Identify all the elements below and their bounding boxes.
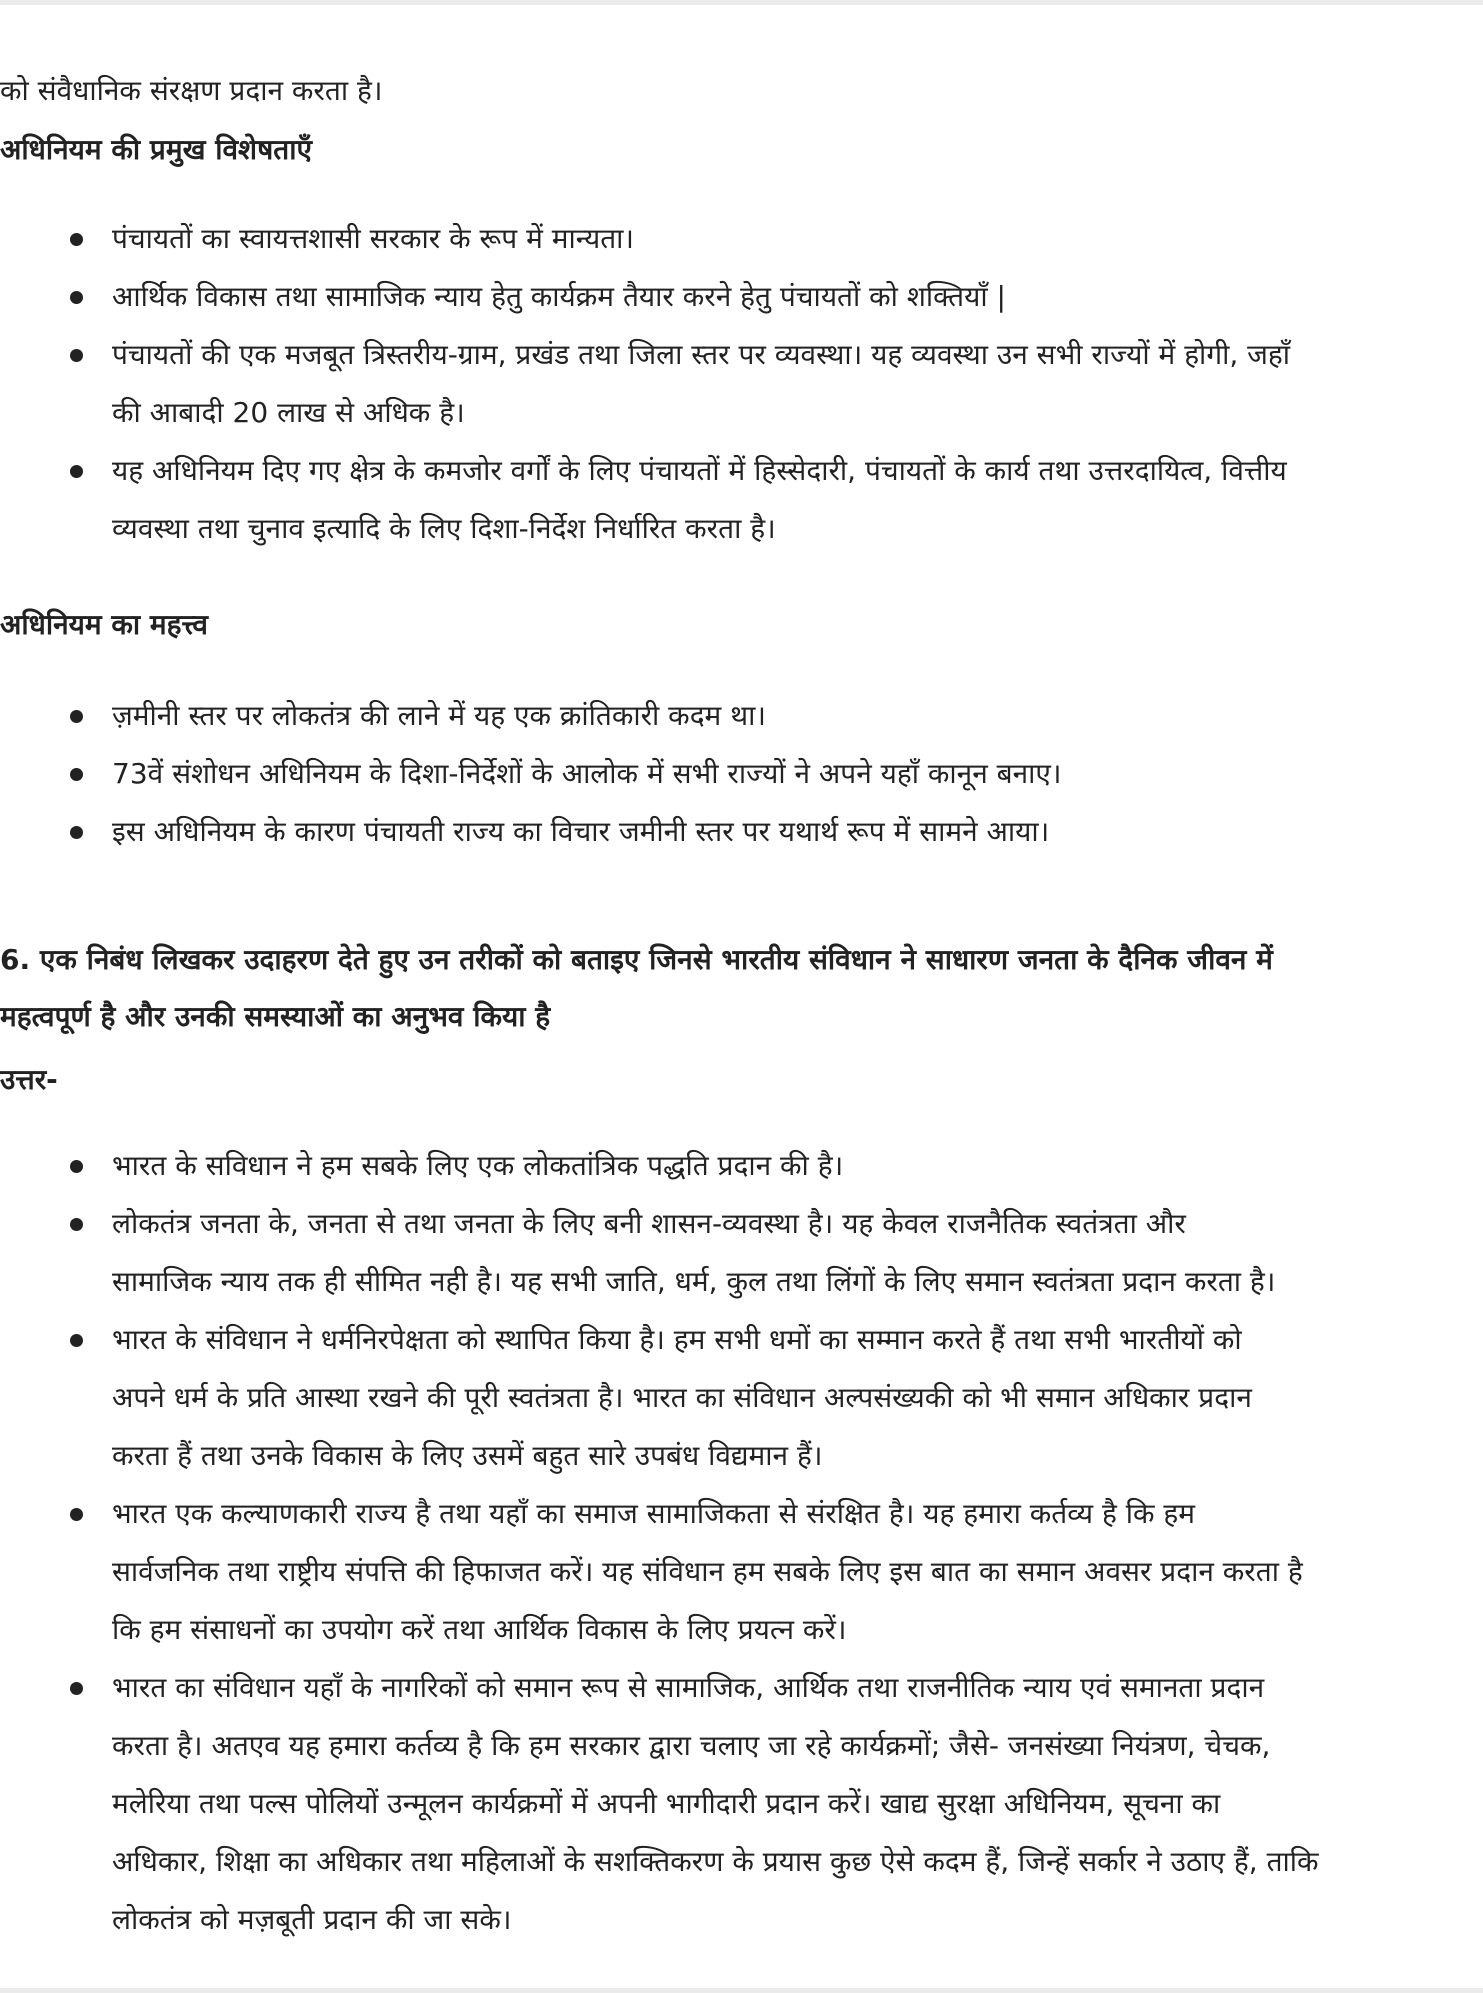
list-item-text: भारत के संविधान ने धर्मनिरपेक्षता को स्थापित किया है। हम सभी धमों का सम्मान करते हैं तथा सभी भारतीयों को bbox=[112, 1323, 1242, 1356]
top-border bbox=[0, 0, 1483, 5]
bullet-icon bbox=[70, 1218, 83, 1231]
question-line: 6. एक निबंध लिखकर उदाहरण देते हुए उन तरीकों को बताइए जिनसे भारतीय संविधान ने साधारण जनता के दैनिक जीवन में bbox=[0, 943, 1273, 976]
features-heading: अधिनियम की प्रमुख विशेषताएँ bbox=[0, 133, 312, 166]
list-item-text: सामाजिक न्याय तक ही सीमित नही है। यह सभी जाति, धर्म, कुल तथा लिंगों के लिए समान स्वतंत्रता प्रदान करता है। bbox=[112, 1265, 1276, 1298]
features-list bbox=[0, 210, 1483, 558]
list-item-text: यह अधिनियम दिए गए क्षेत्र के कमजोर वर्गों के लिए पंचायतों में हिस्सेदारी, पंचायतों के कार्य तथा उत्तरदायित्व, वित्तीय bbox=[112, 454, 1287, 487]
importance-heading: अधिनियम का महत्त्व bbox=[0, 608, 208, 641]
list-item bbox=[0, 745, 1483, 803]
list-item-text: करता हैं तथा उनके विकास के लिए उसमें बहुत सारे उपबंध विद्यमान हैं। bbox=[112, 1439, 823, 1472]
bullet-icon bbox=[70, 1682, 83, 1695]
bullet-icon bbox=[70, 291, 83, 304]
list-item-text: भारत के सविधान ने हम सबके लिए एक लोकतांत्रिक पद्धति प्रदान की है। bbox=[112, 1149, 844, 1182]
bottom-border bbox=[0, 1988, 1483, 1993]
list-item-text: भारत एक कल्याणकारी राज्य है तथा यहाँ का समाज सामाजिकता से संरक्षित है। यह हमारा कर्तव्य है कि हम bbox=[112, 1497, 1195, 1530]
list-item bbox=[0, 1659, 1483, 1949]
list-item-text: लोकतंत्र जनता के, जनता से तथा जनता के लिए बनी शासन-व्यवस्था है। यह केवल राजनैतिक स्वतंत्रता और bbox=[112, 1207, 1186, 1240]
list-item bbox=[0, 442, 1483, 558]
list-item bbox=[0, 268, 1483, 326]
bullet-icon bbox=[70, 826, 83, 839]
list-item bbox=[0, 210, 1483, 268]
list-item bbox=[0, 687, 1483, 745]
list-item-text: अधिकार, शिक्षा का अधिकार तथा महिलाओं के सशक्तिकरण के प्रयास कुछ ऐसे कदम हैं, जिन्हें सर्कार ने उठाए हैं, ताकि bbox=[112, 1845, 1319, 1878]
importance-list bbox=[0, 687, 1483, 861]
bullet-icon bbox=[70, 349, 83, 362]
list-item-text: ज़मीनी स्तर पर लोकतंत्र की लाने में यह एक क्रांतिकारी कदम था। bbox=[112, 699, 766, 732]
list-item-text: इस अधिनियम के कारण पंचायती राज्य का विचार जमीनी स्तर पर यथार्थ रूप में सामने आया। bbox=[112, 815, 1050, 848]
list-item bbox=[0, 1195, 1483, 1311]
list-item-text: भारत का संविधान यहाँ के नागरिकों को समान रूप से सामाजिक, आर्थिक तथा राजनीतिक न्याय एवं समानता प्रदान bbox=[112, 1671, 1265, 1704]
list-item bbox=[0, 1485, 1483, 1659]
list-item-text: अपने धर्म के प्रति आस्था रखने की पूरी स्वतंत्रता है। भारत का संविधान अल्पसंख्यकी को भी समान अधिकार प्रदान bbox=[112, 1381, 1252, 1414]
bullet-icon bbox=[70, 1334, 83, 1347]
bullet-icon bbox=[70, 710, 83, 723]
list-item-text: व्यवस्था तथा चुनाव इत्यादि के लिए दिशा-निर्देश निर्धारित करता है। bbox=[112, 512, 776, 545]
question-line: महत्वपूर्ण है और उनकी समस्याओं का अनुभव किया है bbox=[0, 1000, 551, 1033]
list-item-text: 73वें संशोधन अधिनियम के दिशा-निर्देशों के आलोक में सभी राज्यों ने अपने यहाँ कानून बनाए। bbox=[112, 757, 1062, 790]
list-item-text: कि हम संसाधनों का उपयोग करें तथा आर्थिक विकास के लिए प्रयत्न करें। bbox=[112, 1613, 847, 1646]
list-item bbox=[0, 1137, 1483, 1195]
question-6 bbox=[0, 931, 1483, 1045]
list-item bbox=[0, 1311, 1483, 1485]
list-item-text: लोकतंत्र को मज़बूती प्रदान की जा सके। bbox=[112, 1903, 512, 1936]
intro-paragraph: को संवैधानिक संरक्षण प्रदान करता है। bbox=[0, 74, 383, 107]
list-item bbox=[0, 803, 1483, 861]
list-item-text: करता है। अतएव यह हमारा कर्तव्य है कि हम सरकार द्वारा चलाए जा रहे कार्यक्रमों; जैसे- जनसंख्या नियंत्रण, चेचक, bbox=[112, 1729, 1271, 1762]
list-item-text: पंचायतों की एक मजबूत त्रिस्तरीय-ग्राम, प्रखंड तथा जिला स्तर पर व्यवस्था। यह व्यवस्था उन सभी राज्यों में होगी, जहाँ bbox=[112, 338, 1291, 371]
list-item bbox=[0, 326, 1483, 442]
list-item-text: सार्वजनिक तथा राष्ट्रीय संपत्ति की हिफाजत करें। यह संविधान हम सबके लिए इस बात का समान अवसर प्रदान करता है bbox=[112, 1555, 1303, 1588]
answer-list bbox=[0, 1137, 1483, 1949]
bullet-icon bbox=[70, 1160, 83, 1173]
list-item-text: मलेरिया तथा पल्स पोलियों उन्मूलन कार्यक्रमों में अपनी भागीदारी प्रदान करें। खाद्य सुरक्षा अधिनियम, सूचना का bbox=[112, 1787, 1221, 1820]
bullet-icon bbox=[70, 1508, 83, 1521]
answer-label: उत्तर- bbox=[0, 1063, 58, 1096]
bullet-icon bbox=[70, 465, 83, 478]
list-item-text: की आबादी 20 लाख से अधिक है। bbox=[112, 396, 465, 429]
bullet-icon bbox=[70, 768, 83, 781]
list-item-text: पंचायतों का स्वायत्तशासी सरकार के रूप में मान्यता। bbox=[112, 222, 635, 255]
list-item-text: आर्थिक विकास तथा सामाजिक न्याय हेतु कार्यक्रम तैयार करने हेतु पंचायतों को शक्तियाँ | bbox=[112, 280, 1006, 313]
bullet-icon bbox=[70, 233, 83, 246]
